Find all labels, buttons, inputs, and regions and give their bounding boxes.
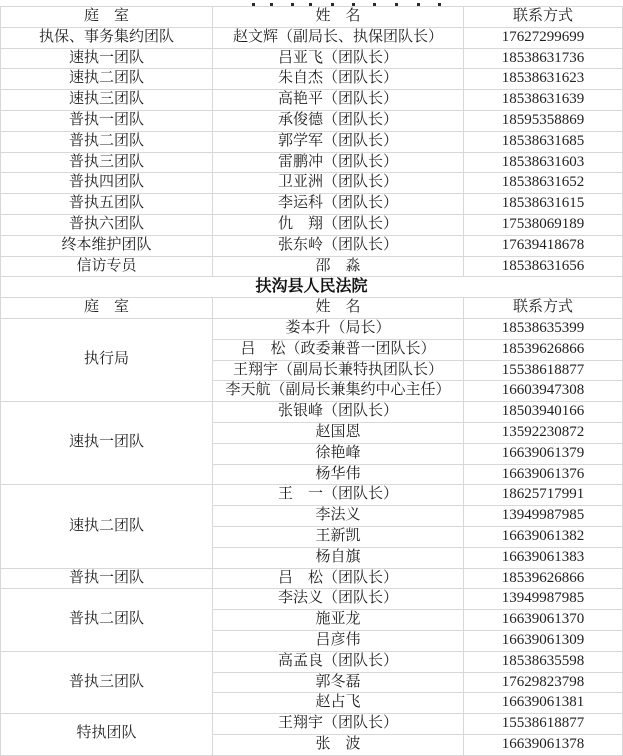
dept-cell: 执行局 [1,318,213,401]
dept-cell: 速执三团队 [1,90,213,111]
name-cell: 赵文辉（副局长、执保团队长） [213,27,464,48]
name-cell: 承俊德（团队长） [213,110,464,131]
phone-cell: 18503940166 [464,402,623,423]
dept-cell: 普执二团队 [1,131,213,152]
table-row [1,152,623,173]
table-row [1,173,623,194]
table-row [1,485,623,506]
name-cell: 吕亚飞（团队长） [213,48,464,69]
name-cell: 邵 淼 [213,256,464,277]
dept-cell: 普执六团队 [1,214,213,235]
phone-cell: 18538631656 [464,256,623,277]
clipped-title-strokes [0,0,622,6]
name-cell: 吕 松（团队长） [213,568,464,589]
phone-cell: 16639061382 [464,526,623,547]
table-row [1,256,623,277]
column-header-1: 庭 室 [1,7,213,28]
phone-cell: 18538631639 [464,90,623,111]
phone-cell: 16639061379 [464,443,623,464]
dept-cell: 普执一团队 [1,568,213,589]
phone-cell: 18538631736 [464,48,623,69]
table-row [1,110,623,131]
phone-cell: 18539626866 [464,339,623,360]
dept-cell: 速执一团队 [1,48,213,69]
name-cell: 娄本升（局长） [213,318,464,339]
dept-cell: 普执三团队 [1,651,213,713]
dept-cell: 速执二团队 [1,69,213,90]
name-cell: 施亚龙 [213,610,464,631]
column-header-2: 姓 名 [213,7,464,28]
contact-table-body [1,7,623,756]
name-cell: 吕 松（政委兼普一团队长） [213,339,464,360]
name-cell: 张 波 [213,734,464,755]
phone-cell: 16639061383 [464,547,623,568]
phone-cell: 13949987985 [464,589,623,610]
header-row-section-2 [1,298,623,319]
phone-cell: 15538618877 [464,360,623,381]
column-header-3: 联系方式 [464,298,623,319]
phone-cell: 18538631652 [464,173,623,194]
name-cell: 张东岭（团队长） [213,235,464,256]
name-cell: 仇 翔（团队长） [213,214,464,235]
name-cell: 徐艳峰 [213,443,464,464]
name-cell: 王翔宇（团队长） [213,714,464,735]
phone-cell: 17538069189 [464,214,623,235]
header-row-section-1 [1,7,623,28]
phone-cell: 13592230872 [464,422,623,443]
column-header-3: 联系方式 [464,7,623,28]
dept-cell: 速执一团队 [1,402,213,485]
contact-table [0,6,623,756]
table-row [1,714,623,735]
phone-cell: 18539626866 [464,568,623,589]
name-cell: 李法义（团队长） [213,589,464,610]
name-cell: 王 一（团队长） [213,485,464,506]
section-title-row [1,277,623,298]
dept-cell: 普执五团队 [1,194,213,215]
table-row [1,568,623,589]
name-cell: 李天航（副局长兼集约中心主任） [213,381,464,402]
phone-cell: 18538631615 [464,194,623,215]
phone-cell: 17627299699 [464,27,623,48]
table-row [1,214,623,235]
table-row [1,651,623,672]
dept-cell: 普执四团队 [1,173,213,194]
phone-cell: 17629823798 [464,672,623,693]
name-cell: 杨华伟 [213,464,464,485]
phone-cell: 16639061381 [464,693,623,714]
name-cell: 朱自杰（团队长） [213,69,464,90]
table-row [1,27,623,48]
name-cell: 张银峰（团队长） [213,402,464,423]
table-row [1,235,623,256]
dept-cell: 普执二团队 [1,589,213,651]
name-cell: 赵国恩 [213,422,464,443]
table-row [1,589,623,610]
name-cell: 赵占飞 [213,693,464,714]
phone-cell: 17639418678 [464,235,623,256]
phone-cell: 15538618877 [464,714,623,735]
phone-cell: 16603947308 [464,381,623,402]
phone-cell: 18625717991 [464,485,623,506]
dept-cell: 信访专员 [1,256,213,277]
dept-cell: 执保、事务集约团队 [1,27,213,48]
phone-cell: 18595358869 [464,110,623,131]
phone-cell: 18538635399 [464,318,623,339]
name-cell: 高艳平（团队长） [213,90,464,111]
phone-cell: 13949987985 [464,506,623,527]
phone-cell: 16639061309 [464,630,623,651]
name-cell: 卫亚洲（团队长） [213,173,464,194]
name-cell: 吕彦伟 [213,630,464,651]
name-cell: 郭冬磊 [213,672,464,693]
name-cell: 高孟良（团队长） [213,651,464,672]
phone-cell: 18538631603 [464,152,623,173]
dept-cell: 速执二团队 [1,485,213,568]
name-cell: 郭学军（团队长） [213,131,464,152]
name-cell: 雷鹏冲（团队长） [213,152,464,173]
phone-cell: 16639061370 [464,610,623,631]
name-cell: 李运科（团队长） [213,194,464,215]
dept-cell: 普执一团队 [1,110,213,131]
name-cell: 杨自旗 [213,547,464,568]
dept-cell: 普执三团队 [1,152,213,173]
table-row [1,402,623,423]
name-cell: 王新凯 [213,526,464,547]
table-row [1,48,623,69]
phone-cell: 18538631685 [464,131,623,152]
name-cell: 李法义 [213,506,464,527]
table-row [1,90,623,111]
table-row [1,131,623,152]
name-cell: 王翔宇（副局长兼特执团队长） [213,360,464,381]
section-title: 扶沟县人民法院 [1,277,623,298]
table-row [1,194,623,215]
dept-cell: 终本维护团队 [1,235,213,256]
table-row [1,69,623,90]
phone-cell: 18538631623 [464,69,623,90]
phone-cell: 16639061378 [464,734,623,755]
phone-cell: 18538635598 [464,651,623,672]
table-row [1,318,623,339]
dept-cell: 特执团队 [1,714,213,756]
column-header-1: 庭 室 [1,298,213,319]
phone-cell: 16639061376 [464,464,623,485]
column-header-2: 姓 名 [213,298,464,319]
